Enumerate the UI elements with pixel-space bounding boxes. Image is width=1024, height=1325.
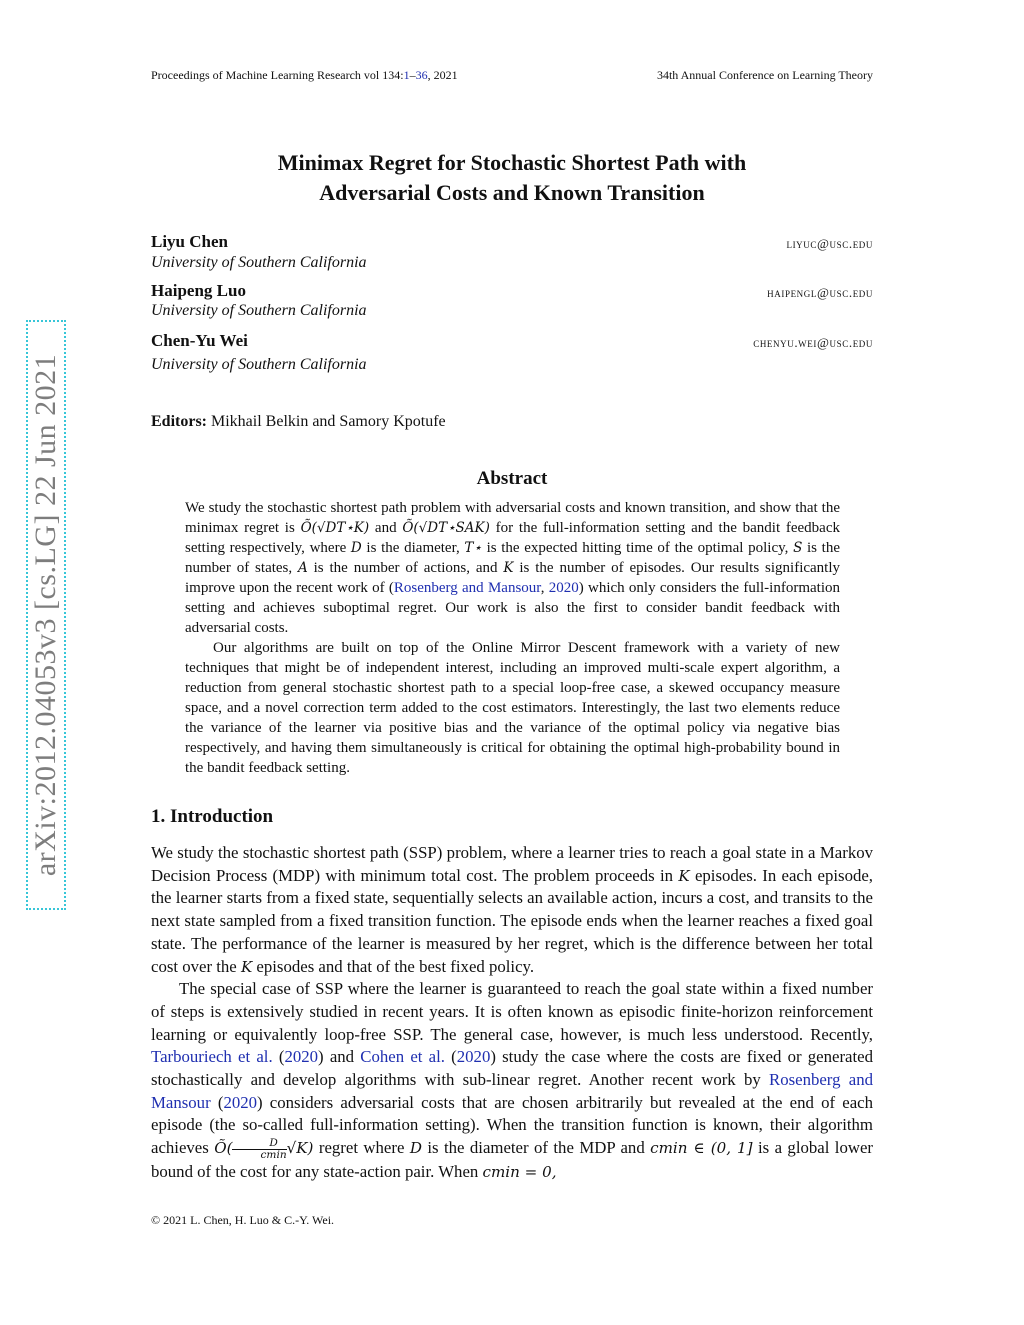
title-line-2: Adversarial Costs and Known Transition — [319, 180, 705, 205]
author-name-1: Liyu Chen — [151, 232, 228, 251]
citation-rosenberg-mansour-intro[interactable]: Rosenberg and Mansour — [151, 1070, 873, 1112]
intro-paragraph-1: We study the stochastic shortest path (SSP) problem, where a learner tries to reach a goal state in a Markov Decision Process (MDP) with minimum total cost. The problem proceeds in K episodes. In each episode, the learner starts from a fixed state, sequentially selects an available action, incurs a cost, and transits to the next state sampled from a fixed transition function. The episode ends when the learner reaches a fixed goal state. The performance of the learner is measured by her regret, which is the difference between her total cost over the K episodes and that of the best fixed policy. — [151, 843, 874, 976]
page-start-link[interactable]: 1 — [403, 68, 410, 82]
author-email-1[interactable]: liyuc@usc.edu — [786, 236, 873, 251]
citation-tarbouriech-year[interactable]: 2020 — [284, 1047, 319, 1067]
abstract-paragraph-2: Our algorithms are built on top of the Online Mirror Descent framework with a variety of new techniques that might be of independent interest, including an improved multi-scale expert algorithm, a reduction from general stochastic shortest path to a special loop-free case, a skewed occupancy measure space, and a novel correction term added to the cost estimators. Interestingly, the last two elements reduce the variance of the learner via positive bias and the variance of the optimal policy via negative bias respectively, and having them simultaneously is critical for obtaining the optimal high-probability bound in the bandit feedback setting. — [185, 640, 840, 776]
title-line-1: Minimax Regret for Stochastic Shortest Path with — [277, 150, 747, 175]
abstract-heading: Abstract — [476, 468, 548, 489]
introduction-body — [151, 842, 873, 1183]
author-name-3: Chen-Yu Wei — [151, 331, 248, 350]
abstract-body — [185, 498, 840, 778]
copyright-footer: © 2021 L. Chen, H. Luo & C.-Y. Wei. — [151, 1213, 335, 1227]
citation-cohen-year[interactable]: 2020 — [456, 1047, 491, 1067]
author-email-3[interactable]: chenyu.wei@usc.edu — [753, 335, 873, 350]
arxiv-stamp[interactable] — [28, 322, 64, 908]
paper-title — [151, 148, 873, 208]
author-affiliation-3: University of Southern California — [151, 356, 367, 373]
section-heading-introduction: 1. Introduction — [151, 806, 274, 827]
citation-rosenberg-mansour-year[interactable]: 2020 — [223, 1092, 258, 1112]
math-bandit-bound: Õ(√DT⋆SAK) — [402, 520, 490, 536]
editors-line — [151, 413, 446, 431]
editors-names: Mikhail Belkin and Samory Kpotufe — [207, 413, 446, 430]
math-prior-bound: Õ( $\frac{D}{cmin}$ √K) — [214, 1136, 314, 1161]
math-full-info-bound: Õ(√DT⋆K) — [300, 520, 370, 536]
author-affiliation-2: University of Southern California — [151, 302, 367, 319]
author-name-2: Haipeng Luo — [151, 281, 246, 300]
author-email-2[interactable]: haipengl@usc.edu — [767, 285, 873, 300]
arxiv-stamp-text: arXiv:2012.04053v3 [cs.LG] 22 Jun 2021 — [29, 353, 62, 877]
citation-rosenberg-mansour[interactable]: Rosenberg and Mansour — [393, 580, 541, 596]
intro-paragraph-2: The special case of SSP where the learner is guaranteed to reach the goal state within a fixed number of steps is extensively studied in recent years. It is often known as episodic finite-horizon reinforcement learning or equivalently loop-free SSP. The general case, however, is much less understood. Recently, Tarbouriech et al. (2020) and Cohen et al. (2020) study the case where the costs are fixed or generated stochastically and develop algorithms with sub-linear regret. Another recent work by Rosenberg and Mansour (2020) considers adversarial costs that are chosen arbitrarily but revealed at the end of each episode (the so-called full-information setting). When the transition function is known, their algorithm achieves Õ( $\frac{D}{cmin}$ √K) regret where D is the diameter of the MDP and cmin ∈ (0, 1] is a global lower bound of the cost for any state-action pair. When cmin = 0, — [151, 979, 873, 1181]
citation-year-2020[interactable]: 2020 — [548, 580, 579, 596]
citation-cohen[interactable]: Cohen et al. — [360, 1047, 445, 1067]
editors-label: Editors: — [151, 413, 207, 430]
running-header-right: 34th Annual Conference on Learning Theory — [656, 68, 873, 82]
citation-tarbouriech[interactable]: Tarbouriech et al. — [151, 1047, 273, 1067]
author-affiliation-1: University of Southern California — [151, 254, 367, 271]
running-header-left: Proceedings of Machine Learning Research vol 134:1–36, 2021 — [151, 68, 458, 82]
page-end-link[interactable]: 36 — [415, 68, 428, 82]
abstract-paragraph-1: We study the stochastic shortest path problem with adversarial costs and known transition, and show that the minimax regret is Õ(√DT⋆K) and Õ(√DT⋆SAK) for the full-information setting and the bandit feedback setting respectively, where D is the diameter, T⋆ is the expected hitting time of the optimal policy, S is the number of states, A is the number of actions, and K is the number of episodes. Our results significantly improve upon the recent work of (Rosenberg and Mansour, 2020) which only considers the full-information setting and achieves suboptimal regret. Our work is also the first to consider bandit feedback with adversarial costs. — [185, 500, 841, 636]
